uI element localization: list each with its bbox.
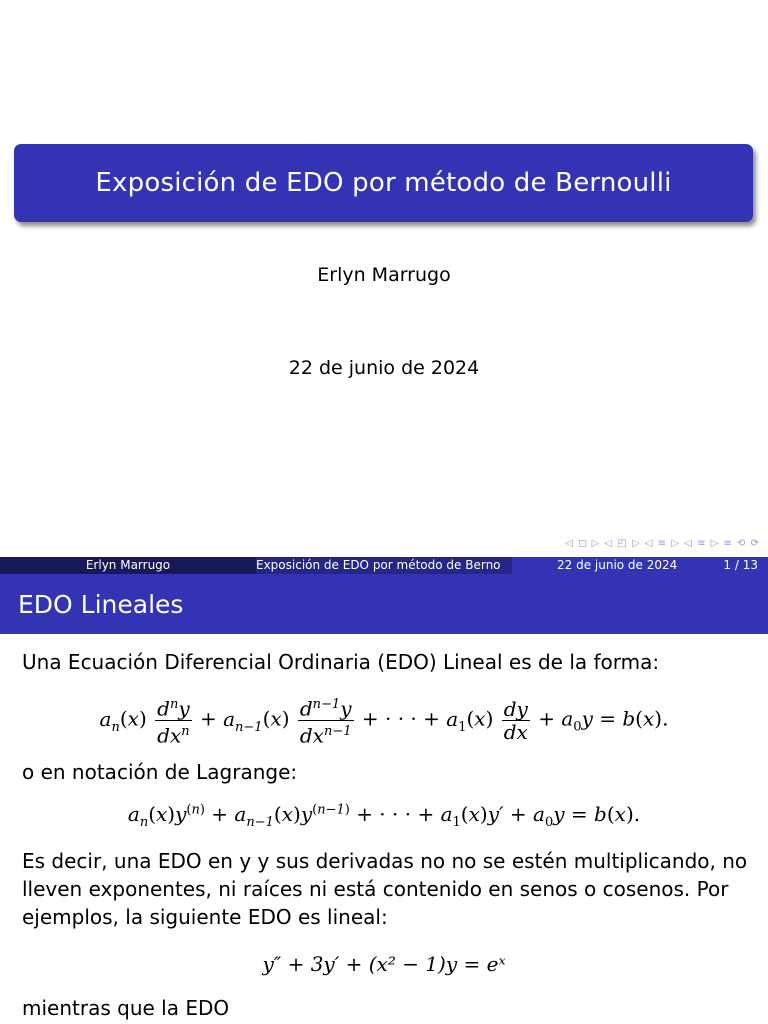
- beamer-navigation-icons[interactable]: ◁ ◻ ▷ ◁ ◰ ▷ ◁ ≡ ▷ ◁ ≡ ▷ ≡ ⟲ ⟳: [565, 538, 760, 549]
- slide-footer: [0, 557, 768, 574]
- frame-title: EDO Lineales: [18, 590, 184, 619]
- presentation-date: 22 de junio de 2024: [288, 357, 480, 379]
- presentation-title: Exposición de EDO por método de Bernoulli: [95, 168, 672, 198]
- footer-date: 22 de junio de 2024: [557, 558, 678, 572]
- closing-text: mientras que la EDO: [22, 996, 230, 1020]
- intro-text: Una Ecuación Diferencial Ordinaria (EDO) Lineal es de la forma:: [22, 650, 660, 674]
- author-name: Erlyn Marrugo: [317, 264, 451, 286]
- footer-page-number: 1 / 13: [723, 558, 758, 572]
- footer-author: Erlyn Marrugo: [0, 557, 256, 574]
- lagrange-equation: $a_n(x)y^{(n)} + a_{n-1}(x)y^{(n-1)}$ + · · · + $a_1(x)y' + a_0y = b(x)$.: [127, 802, 641, 830]
- frame-title-bar: [0, 574, 768, 634]
- footer-date-page: [512, 557, 768, 574]
- lagrange-intro: o en notación de Lagrange:: [22, 760, 298, 784]
- title-box: [14, 144, 753, 222]
- linear-ode-equation: $a_n(x)$ $\frac{d^ny}{dx^n}$ + $a_{n-1}(x)$ $\frac{d^{n-1}y}{dx^{n-1}}$ + · · · + $a_1(x)$ $\frac{dy}{dx}$ + $a_0y = b(x)$.: [0, 694, 768, 746]
- footer-title: Exposición de EDO por método de Berno: [256, 557, 512, 574]
- example-equation: y″ + 3y′ + (x² − 1)y = eˣ: [262, 952, 506, 976]
- explanation-text: Es decir, una EDO en y y sus derivadas no no se estén multiplicando, no lleven exponentes, ni raíces ni está contenido en senos o cosenos. Por ejemplos, la siguiente EDO es lineal:: [22, 849, 748, 929]
